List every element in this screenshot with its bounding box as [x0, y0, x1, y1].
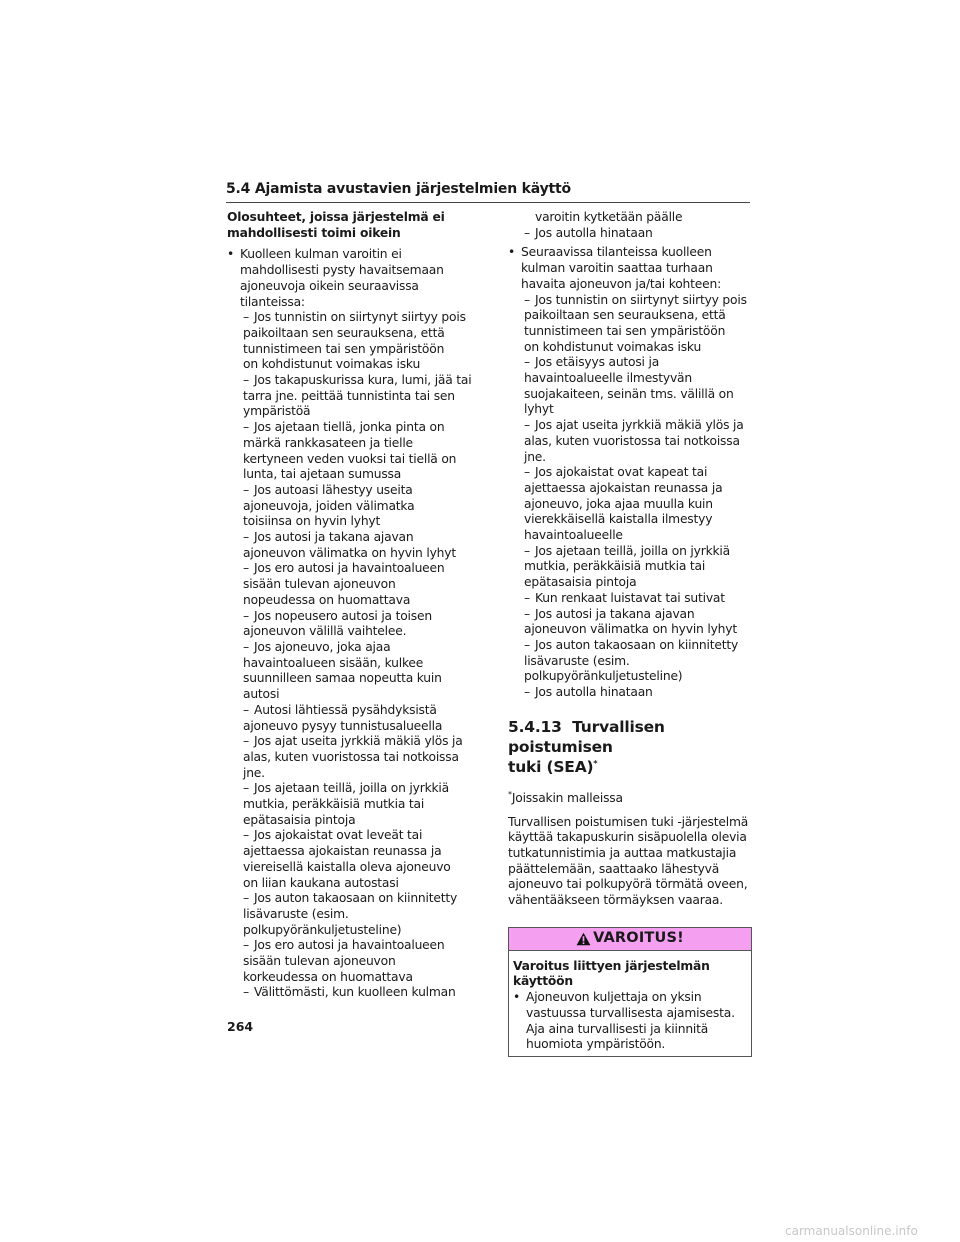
sub-list	[227, 310, 477, 1001]
sub-item: – Kun renkaat luistavat tai sutivat	[524, 590, 725, 605]
sub-item: – Jos autoasi lähestyy useita ajoneuvoja, joiden välimatka toisiinsa on hyvin lyhyt	[243, 482, 415, 529]
sub-item: – Jos ajat useita jyrkkiä mäkiä ylös ja alas, kuten vuoristossa tai notkoissa jne.	[243, 734, 463, 780]
left-column	[227, 210, 477, 1001]
bullet-item: • Kuolleen kulman varoitin ei mahdollisesti pysty havaitsemaan ajoneuvoja oikein seuraavissa tilanteissa:	[227, 247, 477, 310]
sub-item: – Jos ajoneuvo, joka ajaa havaintoalueen sisään, kulkee suunnilleen samaa nopeutta kuin autosi	[243, 639, 442, 702]
right-column	[508, 210, 754, 1057]
sub-item: – Jos ajokaistat ovat leveät tai ajettaessa ajokaistan reunassa ja viereisellä kaistalla oleva ajoneuvo on liian kaukana autostasi	[243, 828, 451, 890]
sub-item: – Jos ajetaan tiellä, jonka pinta on märkä rankkasateen ja tielle kertyneen veden vuoksi tai tiellä on lunta, tai ajetaan sumussa	[243, 420, 457, 482]
warning-box	[508, 927, 752, 1057]
paragraph: Turvallisen poistumisen tuki -järjestelmä käyttää takapuskurin sisäpuolella olevia tutkatunnistimia ja auttaa matkustajia päättelemään, saattaako lähestyvä ajoneuvo tai polkupyörä törmätä oveen, vähentääkseen törmäyksen vaaraa.	[508, 814, 749, 908]
sub-item: – Jos tunnistin on siirtynyt siirtyy pois paikoiltaan sen seurauksena, että tunnistimeen tai sen ympäristöön on kohdistunut voimakas isku	[243, 310, 466, 372]
footnote: *Joissakin malleissa	[508, 789, 623, 805]
continued-line: varoitin kytketään päälle	[535, 210, 683, 224]
sub-item: – Jos autosi ja takana ajavan ajoneuvon välimatka on hyvin lyhyt	[243, 530, 456, 560]
subheading: Olosuhteet, joissa järjestelmä ei mahdollisesti toimi oikein	[227, 210, 445, 240]
sub-item: – Jos ero autosi ja havaintoalueen sisään tulevan ajoneuvon korkeudessa on huomattava	[243, 938, 445, 984]
sub-item: – Autosi lähtiessä pysähdyksistä ajoneuvo pysyy tunnistusalueella	[243, 702, 443, 733]
sub-item: – Jos etäisyys autosi ja havaintoalueelle ilmestyvän suojakaiteen, seinän tms. välillä on lyhyt	[524, 355, 734, 417]
sub-item: – Jos ajetaan teillä, joilla on jyrkkiä mutkia, peräkkäisiä mutkia tai epätasaisia pintoja	[524, 543, 730, 590]
warning-label: VAROITUS!	[593, 929, 684, 946]
sub-item: – Jos autolla hinataan	[524, 685, 653, 700]
warning-body	[509, 951, 751, 1056]
warning-icon	[576, 932, 591, 946]
sub-item: – Jos autosi ja takana ajavan ajoneuvon välimatka on hyvin lyhyt	[524, 606, 737, 637]
watermark: carmanualsonline.info	[785, 1224, 918, 1238]
page-number: 264	[227, 1019, 254, 1034]
sub-item: – Jos ero autosi ja havaintoalueen sisään tulevan ajoneuvon nopeudessa on huomattava	[243, 561, 445, 607]
sub-item: – Välittömästi, kun kuolleen kulman	[243, 985, 456, 1000]
sub-item: – Jos ajokaistat ovat kapeat tai ajettaessa ajokaistan reunassa ja ajoneuvo, joka ajaa muulla kuin vierekkäisellä kaistalla ilmestyy havaintoalueelle	[524, 465, 723, 543]
warning-header	[509, 928, 751, 951]
sub-item: – Jos takapuskurissa kura, lumi, jää tai tarra jne. peittää tunnistinta tai sen ympäristöä	[243, 373, 472, 419]
sub-item: – Jos auton takaosaan on kiinnitetty lisävaruste (esim. polkupyöränkuljetusteline)	[243, 891, 458, 937]
section-heading: 5.4.13 Turvallisen poistumisen tuki (SEA)*	[508, 717, 665, 776]
sub-item: – Jos autolla hinataan	[524, 225, 653, 240]
bullet-item: • Seuraavissa tilanteissa kuolleen kulman varoitin saattaa turhaan havaita ajoneuvon ja/tai kohteen:	[508, 245, 754, 292]
sub-item: – Jos ajetaan teillä, joilla on jyrkkiä mutkia, peräkkäisiä mutkia tai epätasaisia pintoja	[243, 781, 449, 827]
sub-item: – Jos ajat useita jyrkkiä mäkiä ylös ja alas, kuten vuoristossa tai notkoissa jne.	[524, 418, 744, 464]
sub-item: – Jos auton takaosaan on kiinnitetty lisävaruste (esim. polkupyöränkuljetusteline)	[524, 637, 739, 684]
section-header: 5.4 Ajamista avustavien järjestelmien käyttö	[226, 179, 750, 203]
warning-bullet: • Ajoneuvon kuljettaja on yksin vastuussa turvallisesta ajamisesta. Aja aina turvallisesti ja kiinnitä huomiota ympäristöön.	[513, 990, 745, 1053]
sub-item: – Jos nopeusero autosi ja toisen ajoneuvon välillä vaihtelee.	[243, 608, 432, 639]
sub-list	[508, 293, 754, 701]
sub-item: – Jos tunnistin on siirtynyt siirtyy pois paikoiltaan sen seurauksena, että tunnistimeen tai sen ympäristöön on kohdistunut voimakas isku	[524, 292, 747, 354]
warning-title: Varoitus liittyen järjestelmän käyttöön	[513, 958, 710, 989]
